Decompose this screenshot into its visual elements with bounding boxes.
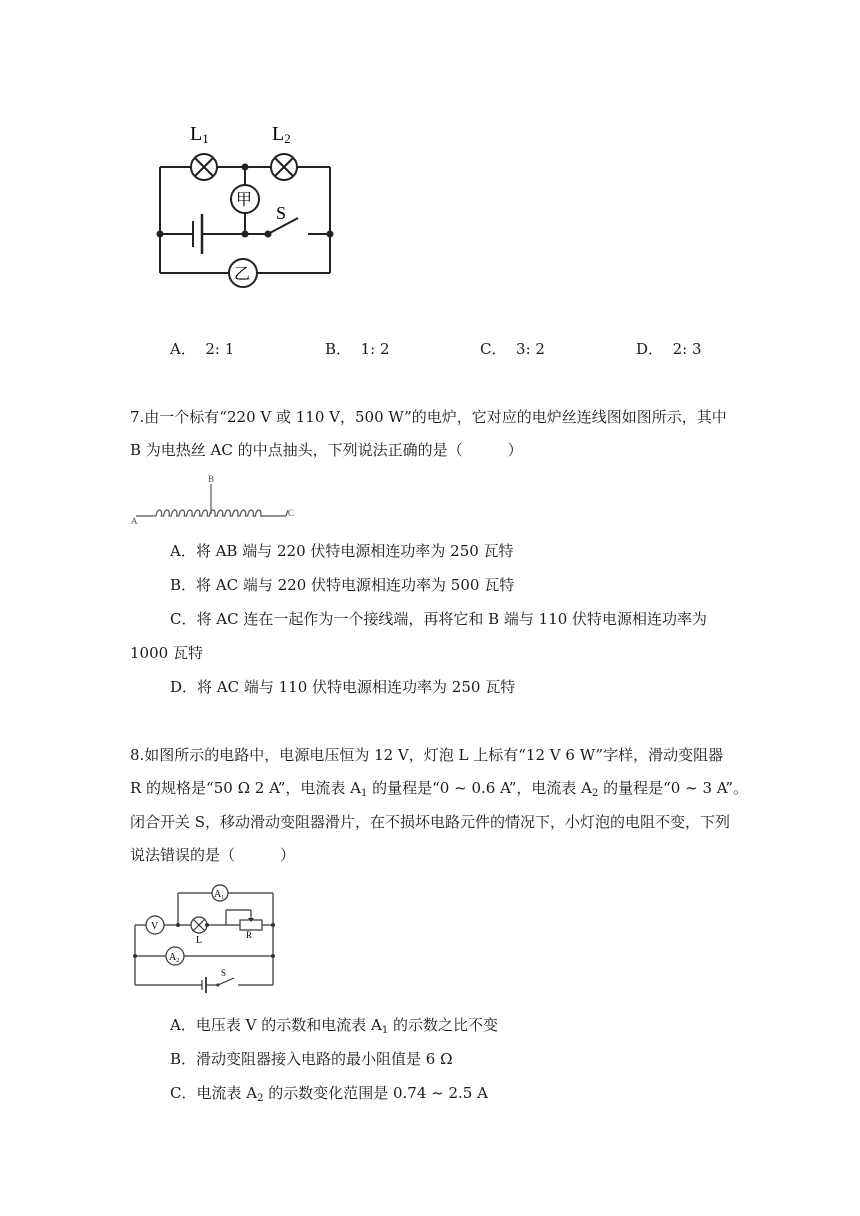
lamp-l2-label: L2 bbox=[272, 123, 291, 146]
point-a-label: A bbox=[131, 516, 138, 526]
q7-stem-line-2: B 为电热丝 AC 的中点抽头，下列说法正确的是（ ） bbox=[130, 441, 523, 459]
ammeter-a2-label: $A_2$ bbox=[169, 952, 180, 964]
ammeter-a1-label: $A_1$ bbox=[214, 889, 225, 901]
option-a: A． 2: 1 bbox=[170, 340, 235, 358]
point-b-label: B bbox=[208, 474, 215, 484]
switch-label: S bbox=[276, 203, 287, 223]
q7-option-c-line-2: 1000 瓦特 bbox=[130, 644, 203, 662]
meter-yi-label: 乙 bbox=[234, 264, 251, 283]
option-b: B． 1: 2 bbox=[325, 340, 390, 358]
q7-option-d: D．将 AC 端与 110 伏特电源相连功率为 250 瓦特 bbox=[170, 678, 516, 696]
q8-stem-line-3: 闭合开关 S，移动滑动变阻器滑片，在不损坏电路元件的情况下，小灯泡的电阻不变，下列 bbox=[130, 813, 731, 831]
q8-option-b: B．滑动变阻器接入电路的最小阻值是 6 Ω bbox=[170, 1050, 453, 1068]
q8-stem-line-2: R 的规格是“50 Ω 2 A”，电流表 $A_1$ 的量程是“0 ~ 0.6 A”，电流表 $A_2$ 的量程是“0 ~ 3 A”。 bbox=[130, 779, 749, 799]
q8-option-a: A．电压表 V 的示数和电流表 $A_1$ 的示数之比不变 bbox=[170, 1016, 498, 1036]
heating-wire-diagram bbox=[128, 472, 298, 528]
switch-s-label: S bbox=[221, 968, 227, 978]
rheostat-r-label: R bbox=[246, 930, 253, 940]
point-c-label: C bbox=[288, 508, 295, 518]
option-c: C． 3: 2 bbox=[480, 340, 545, 358]
q8-stem-line-4: 说法错误的是（ ） bbox=[130, 846, 296, 864]
circuit-diagram-1 bbox=[150, 115, 350, 295]
q7-option-c-line-1: C．将 AC 连在一起作为一个接线端，再将它和 B 端与 110 伏特电源相连功率为 bbox=[170, 610, 708, 628]
lamp-l-label: L bbox=[196, 935, 203, 946]
meter-jia-label: 甲 bbox=[236, 190, 253, 209]
q8-stem-line-1: 8.如图所示的电路中，电源电压恒为 12 V，灯泡 L 上标有“12 V 6 W”字样，滑动变阻器 bbox=[130, 746, 724, 764]
q7-option-b: B．将 AC 端与 220 伏特电源相连功率为 500 瓦特 bbox=[170, 576, 515, 594]
voltmeter-label: V bbox=[151, 921, 159, 932]
q7-option-a: A．将 AB 端与 220 伏特电源相连功率为 250 瓦特 bbox=[170, 542, 514, 560]
circuit-diagram-3 bbox=[128, 880, 288, 995]
option-d: D． 2: 3 bbox=[636, 340, 702, 358]
q7-stem-line-1: 7.由一个标有“220 V 或 110 V，500 W”的电炉，它对应的电炉丝连线图如图所示，其中 bbox=[130, 408, 727, 426]
q8-option-c: C．电流表 $A_2$ 的示数变化范围是 0.74 ~ 2.5 A bbox=[170, 1084, 488, 1104]
lamp-l1-label: L1 bbox=[190, 123, 209, 146]
